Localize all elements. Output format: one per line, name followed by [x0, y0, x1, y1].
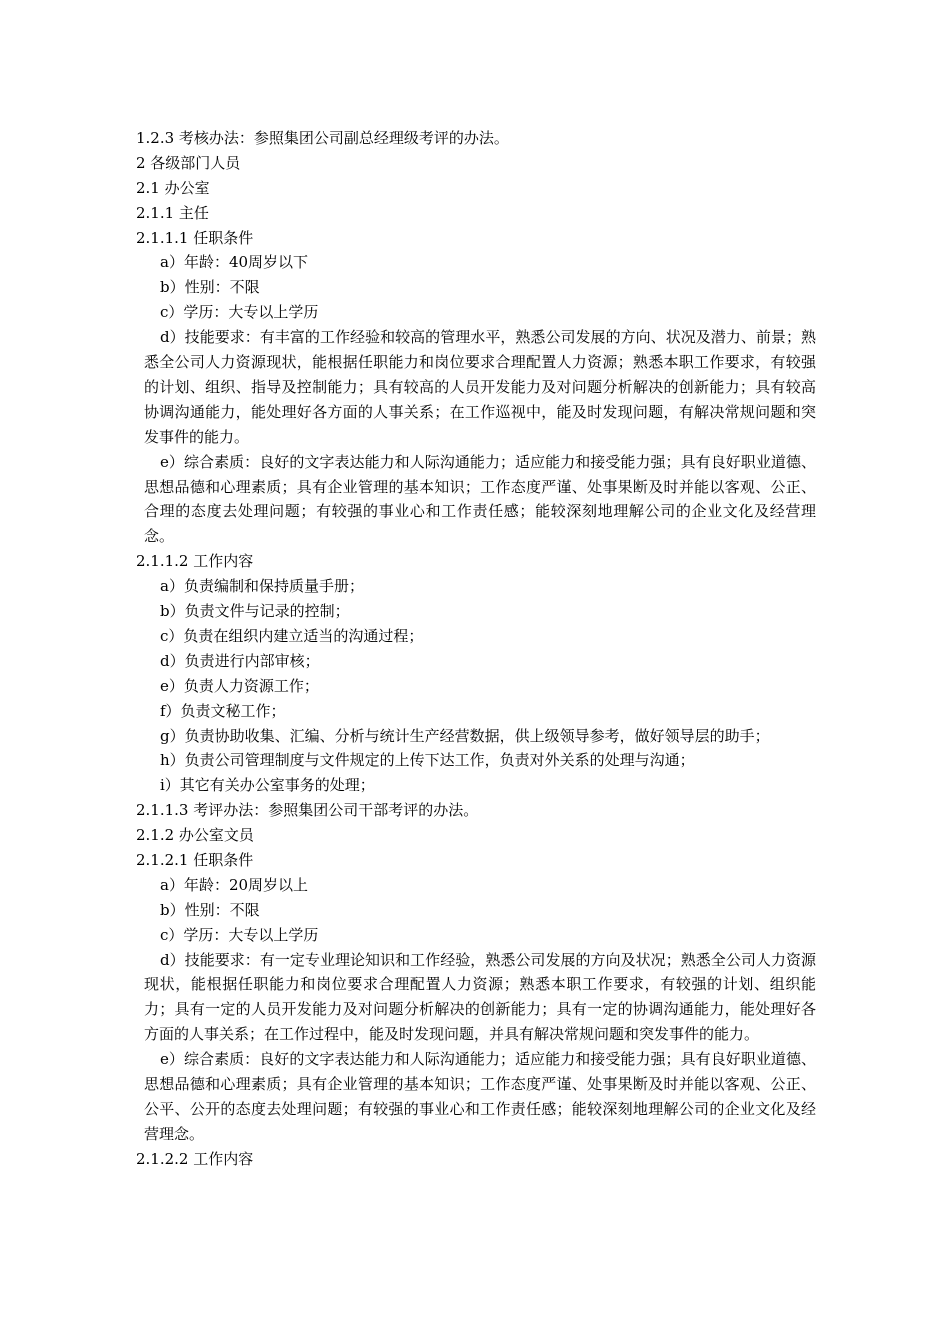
list-item: f）负责文秘工作； [160, 701, 286, 720]
list-item: d）负责进行内部审核； [160, 651, 320, 670]
paragraph: e）综合素质：良好的文字表达能力和人际沟通能力；适应能力和接受能力强；具有良好职业道德、思想品德和心理素质；具有企业管理的基本知识；工作态度严谨、处事果断及时并能以客观、公正、合理的态度去处理问题；有较强的事业心和工作责任感；能较深刻地理解公司的企业文化及经营理念。 [144, 452, 816, 546]
list-item: b）负责文件与记录的控制； [160, 602, 350, 621]
section-heading: 1.2.3 考核办法：参照集团公司副总经理级考评的办法。 [136, 129, 509, 147]
list-item: c）负责在组织内建立适当的沟通过程； [160, 626, 424, 645]
section-heading: 2.1.1 主任 [136, 203, 209, 222]
paragraph: e）综合素质：良好的文字表达能力和人际沟通能力；适应能力和接受能力强；具有良好职业道德、思想品德和心理素质；具有企业管理的基本知识；工作态度严谨、处事果断及时并能以客观、公正、公平、公开的态度去处理问题；有较强的事业心和工作责任感；能较深刻地理解公司的企业文化及经营理念。 [144, 1050, 816, 1143]
section-heading: 2.1.2.2 工作内容 [136, 1149, 254, 1168]
list-item: c）学历：大专以上学历 [160, 303, 319, 322]
list-item: b）性别：不限 [160, 900, 260, 919]
list-item: i）其它有关办公室事务的处理； [160, 776, 375, 795]
section-heading: 2.1.2 办公室文员 [136, 826, 254, 845]
list-item: a）年龄：40周岁以下 [160, 253, 309, 272]
section-heading: 2.1.1.3 考评办法：参照集团公司干部考评的办法。 [136, 801, 479, 820]
paragraph: d）技能要求：有丰富的工作经验和较高的管理水平，熟悉公司发展的方向、状况及潜力、前景；熟悉全公司人力资源现状，能根据任职能力和岗位要求合理配置人力资源；熟悉本职工作要求，有较强的计划、组织、指导及控制能力；具有较高的人员开发能力及对问题分析解决的创新能力；具有较高协调沟通能力，能处理好各方面的人事关系；在工作巡视中，能及时发现问题，有解决常规问题和突发事件的能力。 [144, 328, 816, 446]
list-item: h）负责公司管理制度与文件规定的上传下达工作，负责对外关系的处理与沟通； [160, 751, 695, 770]
section-heading: 2.1.1.1 任职条件 [136, 228, 254, 247]
section-heading: 2 各级部门人员 [136, 153, 241, 172]
section-heading: 2.1.1.2 工作内容 [136, 552, 254, 571]
paragraph: g）负责协助收集、汇编、分析与统计生产经营数据，供上级领导参考，做好领导层的助手； [160, 726, 770, 745]
section-heading: 2.1 办公室 [136, 178, 210, 197]
list-item: b）性别：不限 [160, 278, 260, 297]
section-heading: 2.1.2.1 任职条件 [136, 850, 254, 869]
document-page [0, 126, 950, 1172]
list-item: e）负责人力资源工作； [160, 676, 319, 695]
paragraph: d）技能要求：有一定专业理论知识和工作经验，熟悉公司发展的方向及状况；熟悉全公司人力资源现状，能根据任职能力和岗位要求合理配置人力资源；熟悉本职工作要求，有较强的计划、组织能力；具有一定的人员开发能力及对问题分析解决的创新能力；具有一定的协调沟通能力，能处理好各方面的人事关系；在工作过程中，能及时发现问题，并具有解决常规问题和突发事件的能力。 [144, 950, 816, 1044]
list-item: a）负责编制和保持质量手册； [160, 577, 364, 596]
list-item: a）年龄：20周岁以上 [160, 875, 309, 894]
list-item: c）学历：大专以上学历 [160, 925, 319, 944]
